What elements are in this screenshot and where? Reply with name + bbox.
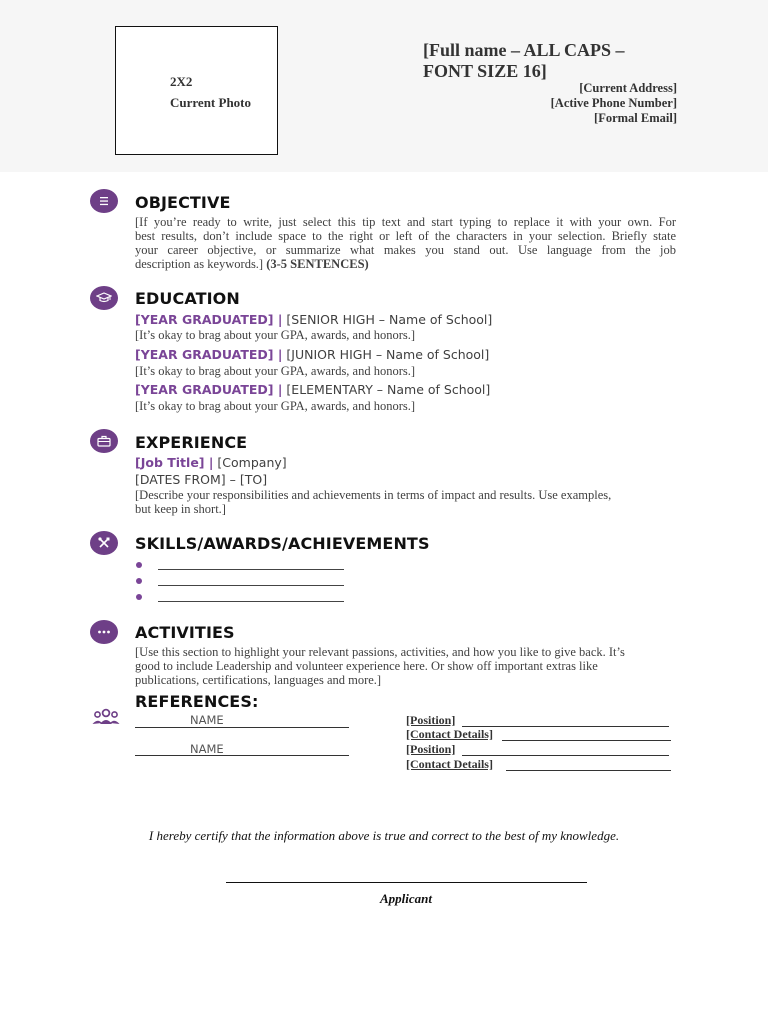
briefcase-icon — [90, 429, 118, 453]
experience-heading: EXPERIENCE — [135, 433, 248, 452]
education-entry-title — [135, 347, 489, 362]
education-note: [It’s okay to brag about your GPA, awards, and honors.] — [135, 399, 416, 413]
experience-description-line2: but keep in short.] — [135, 502, 226, 516]
people-icon — [91, 708, 121, 726]
skill-blank-line[interactable] — [158, 585, 344, 586]
company-name: [Company] — [217, 455, 287, 470]
skill-blank-line[interactable] — [158, 569, 344, 570]
reference-name: NAME — [190, 713, 224, 727]
experience-dates: [DATES FROM] – [TO] — [135, 472, 268, 487]
activities-line: good to include Leadership and volunteer experience here. Or show off important extras like — [135, 659, 598, 673]
reference-contact-line[interactable] — [506, 770, 671, 771]
activities-heading: ACTIVITIES — [135, 623, 235, 642]
photo-label: Current Photo — [170, 95, 252, 110]
phone-number: [Active Phone Number] — [550, 96, 677, 110]
reference-position-line[interactable] — [462, 755, 669, 756]
reference-position-line[interactable] — [462, 726, 669, 727]
objective-line: [If you’re ready to write, just select this tip text and start typing to replace it with your own. For — [135, 215, 676, 229]
skills-heading: SKILLS/AWARDS/ACHIEVEMENTS — [135, 534, 430, 553]
skill-bullet — [136, 562, 142, 568]
experience-entry-title — [135, 455, 287, 470]
objective-length-hint: (3-5 SENTENCES) — [266, 257, 369, 271]
references-heading: REFERENCES: — [135, 692, 259, 711]
header-band — [0, 0, 768, 172]
school-name: [ELEMENTARY – Name of School] — [286, 382, 491, 397]
objective-line: description as keywords.] — [135, 257, 264, 271]
list-icon — [90, 189, 118, 213]
objective-line: your career objective, or summarize what makes you stand out. Use language from the job — [135, 243, 676, 257]
education-entry-title — [135, 312, 492, 327]
reference-contact-line[interactable] — [502, 740, 671, 741]
objective-text — [135, 215, 676, 271]
reference-contact: [Contact Details] — [406, 727, 493, 741]
objective-heading: OBJECTIVE — [135, 193, 231, 212]
experience-description-line1: [Describe your responsibilities and achievements in terms of impact and results. Use examples, — [135, 488, 612, 502]
education-note: [It’s okay to brag about your GPA, awards, and honors.] — [135, 364, 416, 378]
year-graduated: [YEAR GRADUATED] | — [135, 347, 283, 362]
photo-size-label: 2X2 — [170, 74, 193, 89]
graduation-cap-icon — [90, 286, 118, 310]
activities-line: publications, certifications, languages and more.] — [135, 673, 382, 687]
email: [Formal Email] — [594, 111, 677, 125]
year-graduated: [YEAR GRADUATED] | — [135, 382, 283, 397]
education-entry-title — [135, 382, 490, 397]
education-note: [It’s okay to brag about your GPA, awards, and honors.] — [135, 328, 416, 342]
reference-name: NAME — [190, 742, 224, 756]
reference-position: [Position] — [406, 713, 456, 727]
reference-position: [Position] — [406, 742, 456, 756]
job-title: [Job Title] | — [135, 455, 214, 470]
skill-blank-line[interactable] — [158, 601, 344, 602]
reference-name-line[interactable] — [135, 727, 349, 728]
more-icon — [90, 620, 118, 644]
school-name: [SENIOR HIGH – Name of School] — [286, 312, 493, 327]
photo-placeholder — [115, 26, 278, 155]
reference-contact: [Contact Details] — [406, 757, 493, 771]
signature-line[interactable] — [226, 882, 587, 883]
objective-line: best results, don’t include space to the right or left of the characters in your selection. Briefly state — [135, 229, 676, 243]
year-graduated: [YEAR GRADUATED] | — [135, 312, 283, 327]
certification-statement: I hereby certify that the information above is true and correct to the best of my knowledge. — [148, 828, 620, 843]
tools-icon — [90, 531, 118, 555]
full-name-line2: FONT SIZE 16] — [423, 61, 547, 81]
skill-bullet — [136, 594, 142, 600]
skill-bullet — [136, 578, 142, 584]
full-name-line1: [Full name – ALL CAPS – — [423, 40, 625, 60]
objective-last-line — [135, 257, 676, 271]
reference-name-line[interactable] — [135, 755, 349, 756]
education-heading: EDUCATION — [135, 289, 240, 308]
activities-line: [Use this section to highlight your relevant passions, activities, and how you like to give back. It’s — [135, 645, 625, 659]
current-address: [Current Address] — [579, 81, 677, 95]
applicant-label: Applicant — [379, 891, 432, 906]
school-name: [JUNIOR HIGH – Name of School] — [286, 347, 490, 362]
